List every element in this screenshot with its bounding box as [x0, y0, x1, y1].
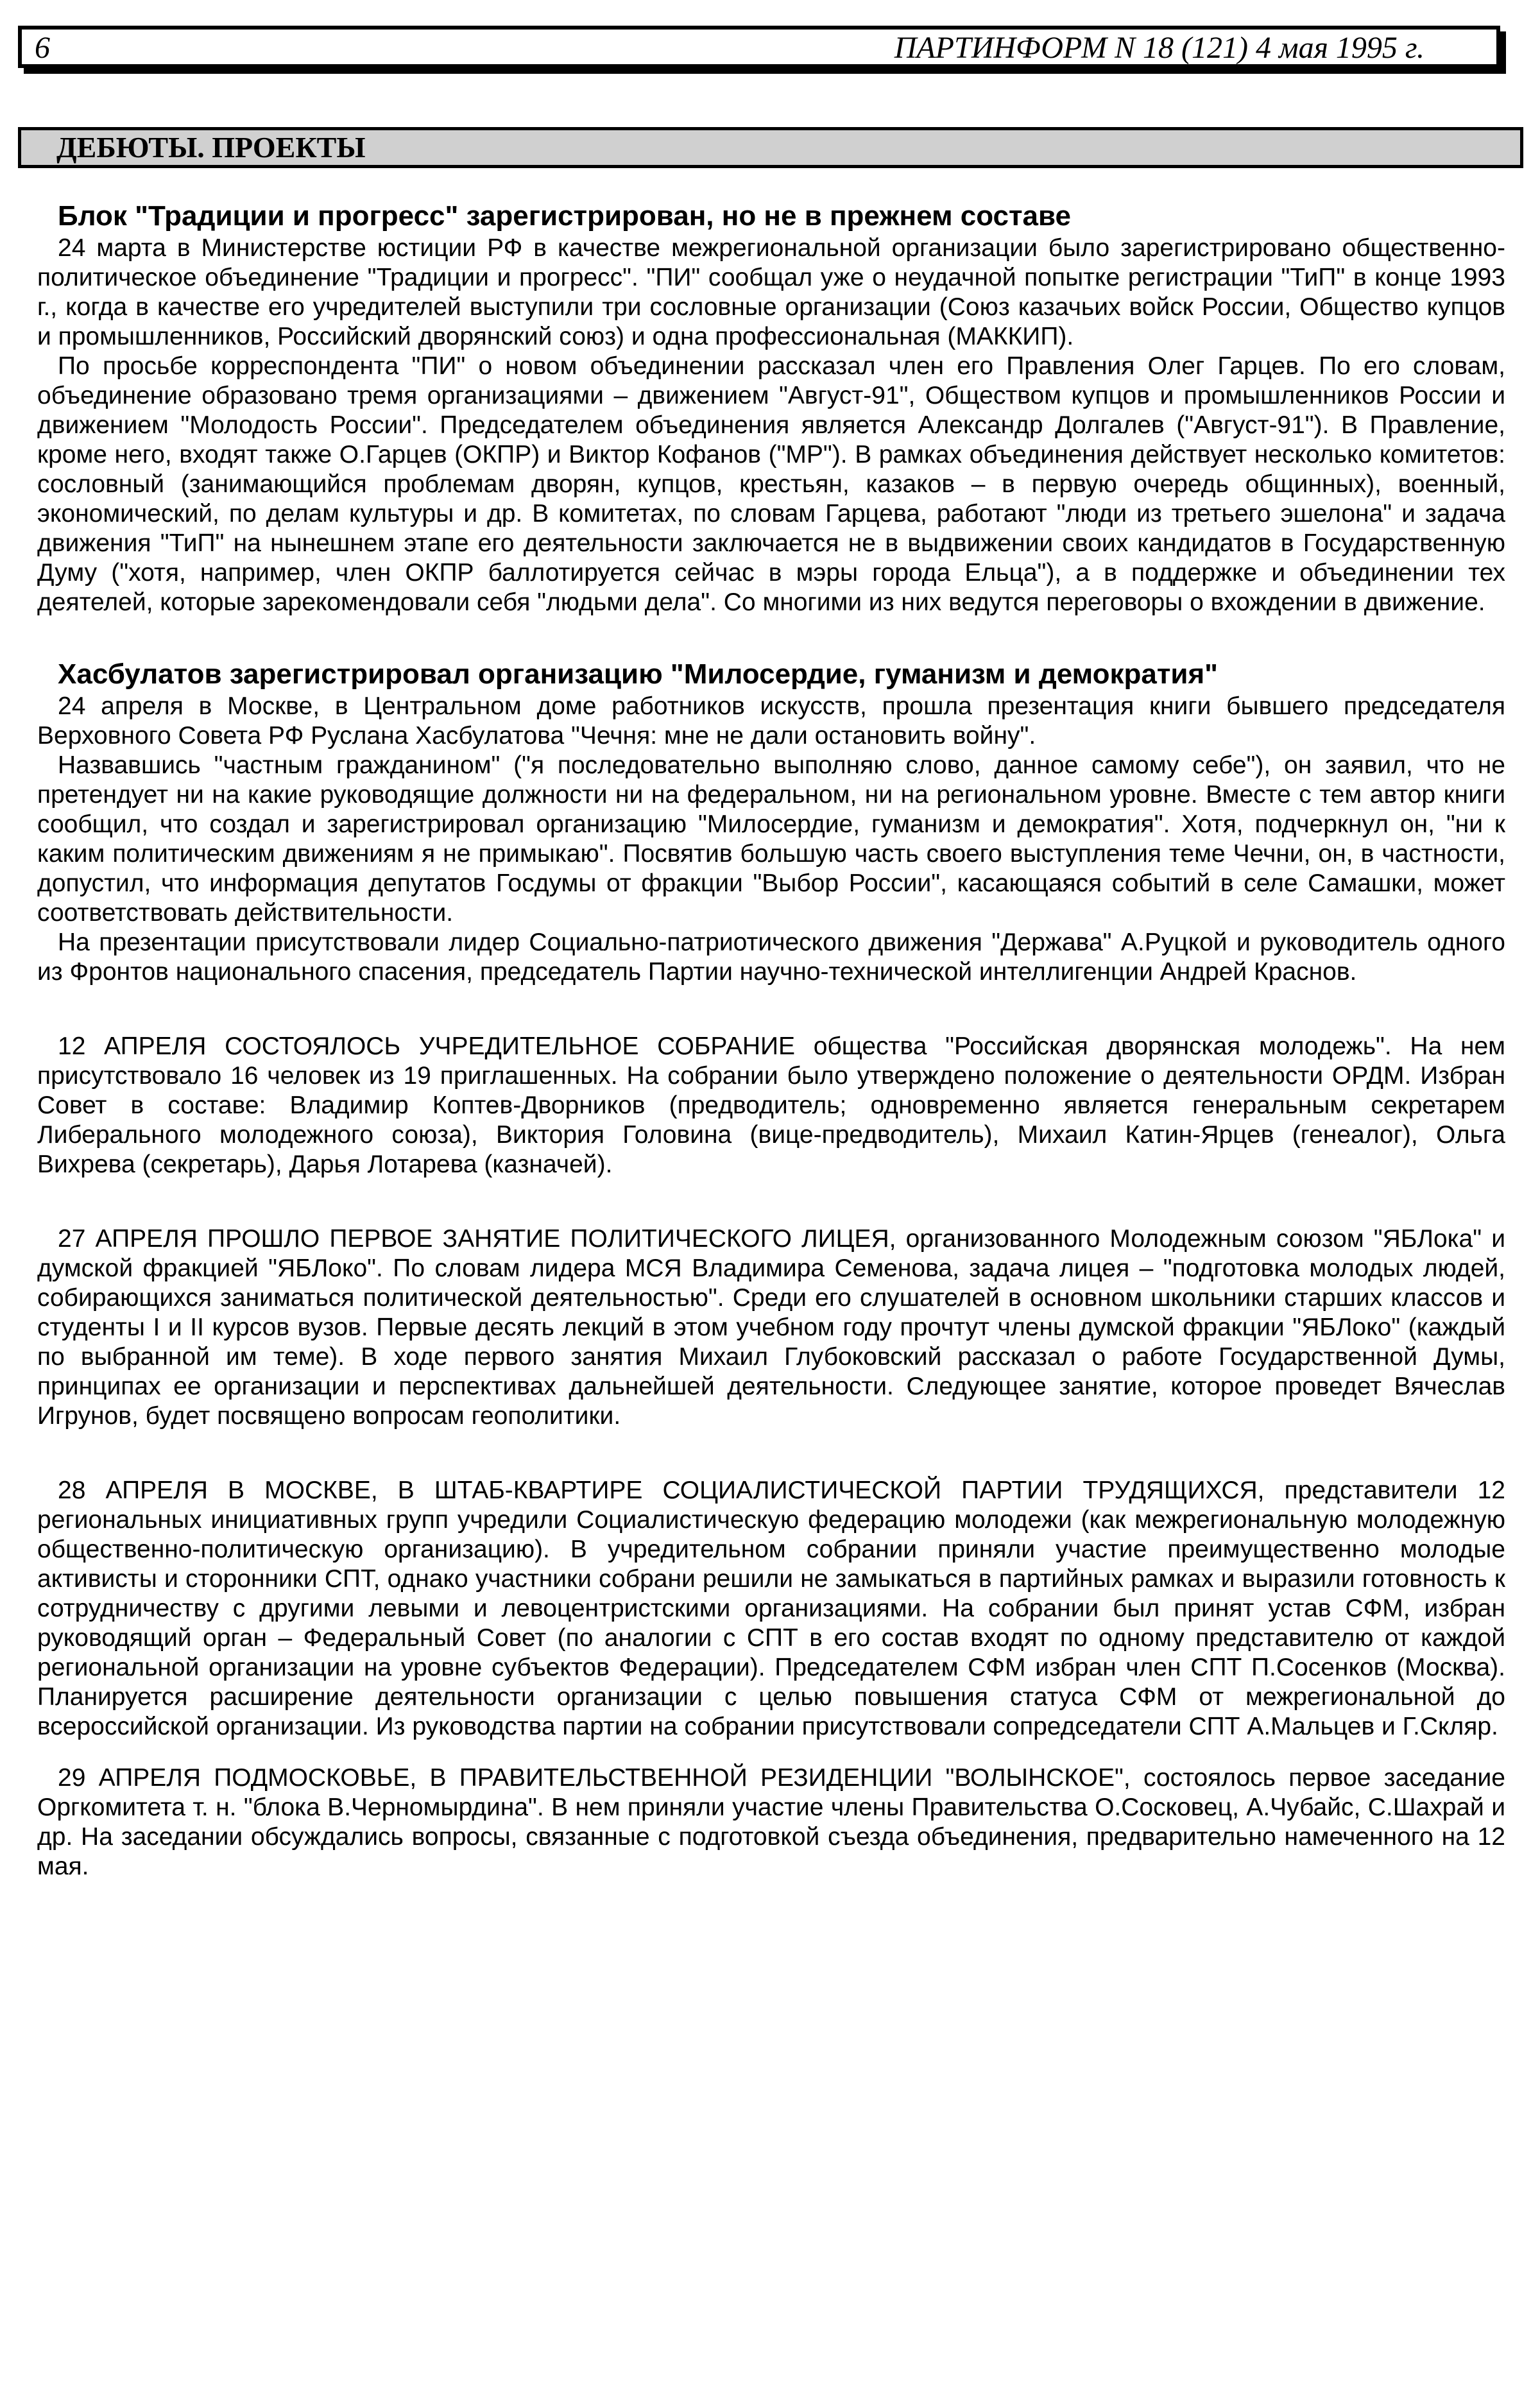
article-traditions-progress [37, 199, 1505, 617]
article-heading: Хасбулатов зарегистрировал организацию "Милосердие, гуманизм и демократия" [58, 658, 1218, 690]
news-item: 27 АПРЕЛЯ ПРОШЛО ПЕРВОЕ ЗАНЯТИЕ ПОЛИТИЧЕСКОГО ЛИЦЕЯ, организованного Молодежным союзом "ЯБЛока" и думской фракцией "ЯБЛоко". По словам лидера МСЯ Владимира Семенова, задача лицея – "подготовка молодых людей, собирающихся заниматься политической деятельностью". Среди его слушателей в основном школьники старших классов и студенты I и II курсов вузов. Первые десять лекций в этом учебном году прочтут члены думской фракции "ЯБЛоко" (каждый по выбранной им теме). В ходе первого занятия Михаил Глубоковский рассказал о работе Государственной Думы, принципах ее организации и перспективах дальнейшей деятельности. Следующее занятие, которое проведет Вячеслав Игрунов, будет посвящено вопросам геополитики. [37, 1225, 1505, 1430]
article-paragraph: 24 марта в Министерстве юстиции РФ в качестве межрегиональной организации было зарегистрировано общественно-политическое объединение "Традиции и прогресс". "ПИ" сообщал уже о неудачной попытке регистрации "ТиП" в конце 1993 г., когда в качестве его учредителей выступили три сословные организации (Союз казачьих войск России, Общество купцов и промышленников, Российский дворянский союз) и одна профессиональная (МАККИП). [37, 234, 1505, 350]
page-number: 6 [35, 31, 50, 65]
article-paragraph: 24 апреля в Москве, в Центральном доме работников искусств, прошла презентация книги бывшего председателя Верховного Совета РФ Руслана Хасбулатова "Чечня: мне не дали остановить войну". [37, 692, 1505, 750]
publication-title: ПАРТИНФОРМ N 18 (121) 4 мая 1995 г. [894, 31, 1425, 65]
article-heading: Блок "Традиции и прогресс" зарегистрирован, но не в прежнем составе [58, 200, 1071, 232]
section-title: ДЕБЮТЫ. ПРОЕКТЫ [18, 127, 1523, 168]
news-item: 12 АПРЕЛЯ СОСТОЯЛОСЬ УЧРЕДИТЕЛЬНОЕ СОБРАНИЕ общества "Российская дворянская молодежь". На нем присутствовало 16 человек из 19 приглашенных. На собрании было утверждено положение о деятельности ОРДМ. Избран Совет в составе: Владимир Коптев-Дворников (предводитель; одновременно является генеральным секретарем Либерального молодежного союза), Виктория Головина (вице-предводитель), Михаил Катин-Ярцев (генеалог), Ольга Вихрева (секретарь), Дарья Лотарева (казначей). [37, 1032, 1505, 1178]
page-content [37, 199, 1505, 1881]
article-khasbulatov [37, 657, 1505, 987]
news-item: 28 АПРЕЛЯ В МОСКВЕ, В ШТАБ-КВАРТИРЕ СОЦИАЛИСТИЧЕСКОЙ ПАРТИИ ТРУДЯЩИХСЯ, представители 12 региональных инициативных групп учредили Социалистическую федерацию молодежи (как межрегиональную молодежную общественно-политическую организацию). В учредительном собрании приняли участие преимущественно молодые активисты и сторонники СПТ, однако участники собрани решили не замыкаться в партийных рамках и выразили готовность к сотрудничеству с другими левыми и левоцентристскими организациями. На собрании был принят устав СФМ, избран руководящий орган – Федеральный Совет (по аналогии с СПТ в его состав входят по одному представителю от каждой региональной организации на уровне субъектов Федерации). Председателем СФМ избран член СПТ П.Сосенков (Москва). Планируется расширение деятельности организации с целью повышения статуса СФМ от межрегиональной до всероссийской организации. Из руководства партии на собрании присутствовали сопредседатели СПТ А.Мальцев и Г.Скляр. [37, 1477, 1505, 1740]
article-paragraph: Назвавшись "частным гражданином" ("я последовательно выполняю слово, данное самому себе"), он заявил, что не претендует ни на какие руководящие должности ни на федеральном, ни на региональном уровне. Вместе с тем автор книги сообщил, что создал и зарегистрировал организацию "Милосердие, гуманизм и демократия". Хотя, подчеркнул он, "ни к каким политическим движениям я не примыкаю". Посвятив большую часть своего выступления теме Чечни, он, в частности, допустил, что информация депутатов Госдумы от фракции "Выбор России", касающаяся событий в селе Самашки, может соответствовать действительности. [37, 751, 1505, 927]
page-header [18, 26, 1500, 68]
article-paragraph: На презентации присутствовали лидер Социально-патриотического движения "Держава" А.Руцкой и руководитель одного из Фронтов национального спасения, председатель Партии научно-технической интеллигенции Андрей Краснов. [37, 929, 1505, 986]
news-item: 29 АПРЕЛЯ ПОДМОСКОВЬЕ, В ПРАВИТЕЛЬСТВЕННОЙ РЕЗИДЕНЦИИ "ВОЛЫНСКОЕ", состоялось первое заседание Оргкомитета т. н. "блока В.Черномырдина". В нем приняли участие члены Правительства О.Сосковец, А.Чубайс, С.Шахрай и др. На заседании обсуждались вопросы, связанные с подготовкой съезда объединения, предварительно намеченного на 12 мая. [37, 1764, 1505, 1880]
article-paragraph: По просьбе корреспондента "ПИ" о новом объединении рассказал член его Правления Олег Гарцев. По его словам, объединение образовано тремя организациями – движением "Август-91", Обществом купцов и промышленников России и движением "Молодость России". Председателем объединения является Александр Долгалев ("Август-91"). В Правление, кроме него, входят также О.Гарцев (ОКПР) и Виктор Кофанов ("МР"). В рамках объединения действует несколько комитетов: сословный (занимающийся проблемам дворян, купцов, крестьян, казаков – в первую очередь общинных), военный, экономический, по делам культуры и др. В комитетах, по словам Гарцева, работают "люди из третьего эшелона" и задача движения "ТиП" на нынешнем этапе его деятельности заключается не в выдвижении своих кандидатов в Государственную Думу ("хотя, например, член ОКПР баллотируется сейчас в мэры города Ельца"), а в поддержке и объединении тех деятелей, которые зарекомендовали себя "людьми дела". Со многими из них ведутся переговоры о вхождении в движение. [37, 352, 1505, 616]
